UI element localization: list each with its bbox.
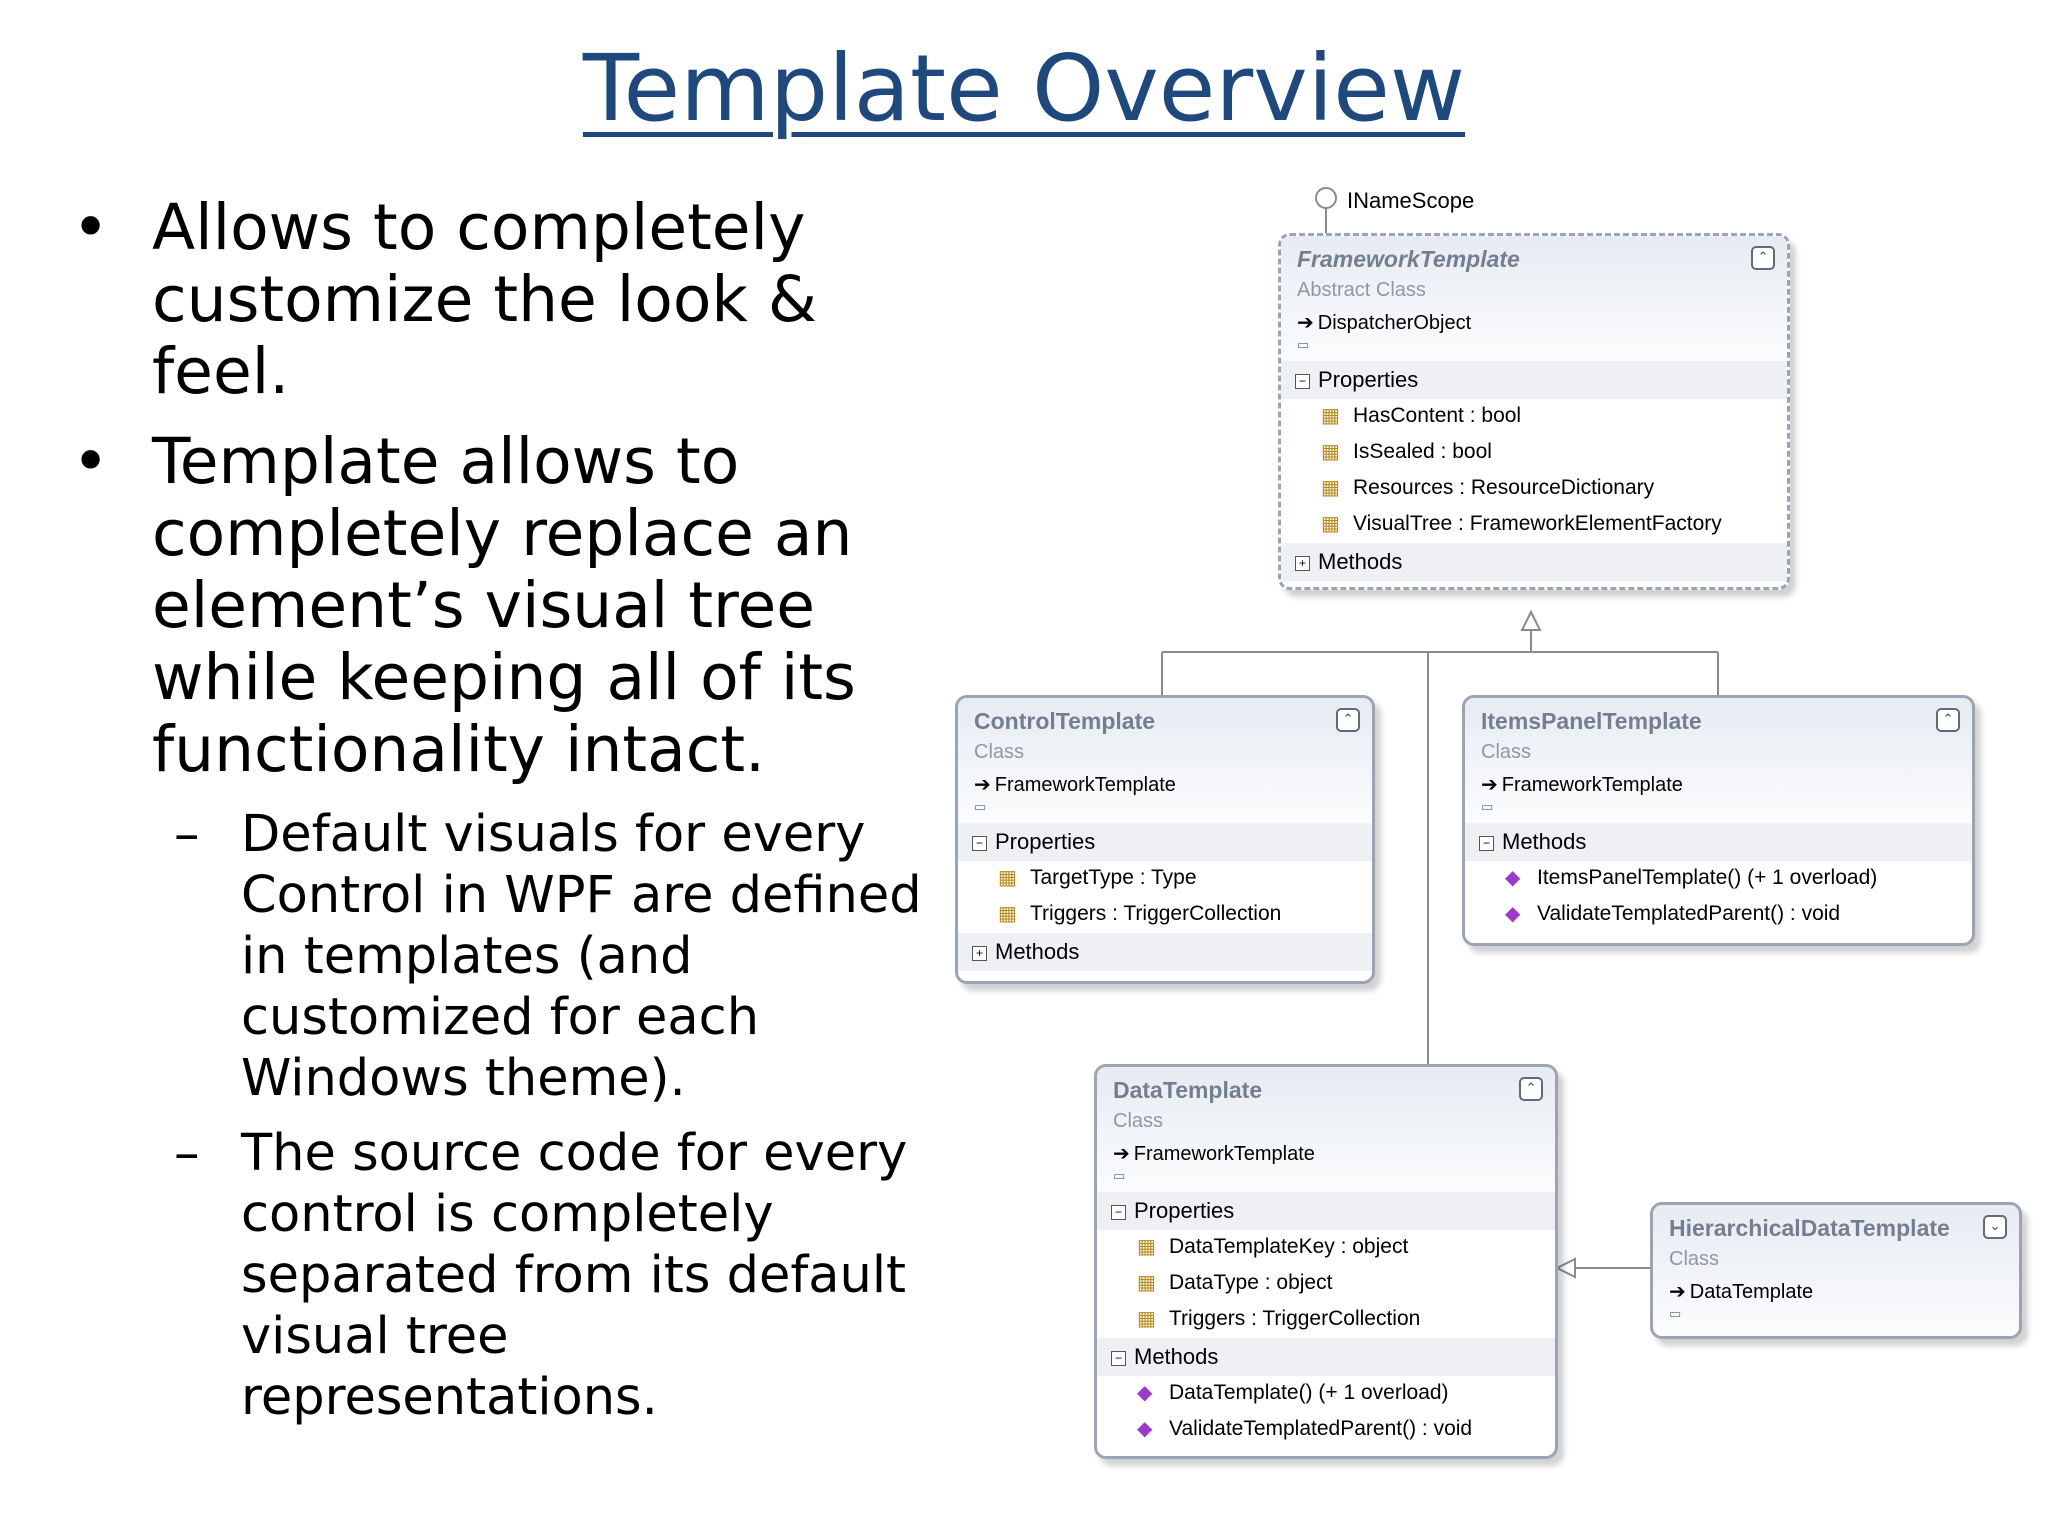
- member-item[interactable]: [958, 897, 1372, 933]
- class-name: ItemsPanelTemplate: [1481, 708, 1702, 734]
- member-text: Resources : ResourceDictionary: [1353, 476, 1655, 499]
- class-items-panel-template[interactable]: [1462, 695, 1975, 946]
- member-text: DataTemplate() (+ 1 overload): [1169, 1381, 1449, 1404]
- member-item[interactable]: [1097, 1302, 1555, 1338]
- slide-title: Template Overview: [582, 35, 1466, 142]
- class-control-template[interactable]: [955, 695, 1375, 984]
- class-header: [1653, 1205, 2019, 1336]
- property-icon: ▦: [1321, 441, 1340, 463]
- member-item[interactable]: [958, 861, 1372, 897]
- class-header: [1281, 236, 1787, 361]
- member-item[interactable]: [1465, 897, 1972, 933]
- section-title: Properties: [1134, 1198, 1235, 1223]
- member-item[interactable]: [1281, 471, 1787, 507]
- member-text: ValidateTemplatedParent() : void: [1537, 902, 1841, 925]
- class-base: [1297, 310, 1773, 335]
- inherit-arrow-icon: ➔: [1481, 774, 1498, 796]
- bullet-marker: •: [72, 191, 110, 264]
- member-text: TargetType : Type: [1030, 866, 1197, 889]
- property-icon: ▦: [1321, 477, 1340, 499]
- base-link-icon: ▭: [1669, 1306, 1682, 1321]
- inherit-arrow-icon: ➔: [974, 774, 991, 796]
- member-text: VisualTree : FrameworkElementFactory: [1353, 512, 1722, 535]
- collapse-section-icon[interactable]: −: [1111, 1205, 1126, 1220]
- base-link-icon: ▭: [1297, 337, 1310, 352]
- member-text: DataType : object: [1169, 1271, 1333, 1294]
- class-base-name: FrameworkTemplate: [1501, 774, 1683, 796]
- class-base-name: FrameworkTemplate: [994, 774, 1176, 796]
- class-base: [974, 772, 1358, 797]
- bullet-text: Allows to completely customize the look & feel.: [152, 191, 818, 408]
- section-properties[interactable]: [1097, 1192, 1555, 1230]
- class-base-name: FrameworkTemplate: [1133, 1143, 1315, 1165]
- collapse-section-icon[interactable]: −: [1295, 374, 1310, 389]
- class-header: [958, 698, 1372, 823]
- section-methods[interactable]: [1465, 823, 1972, 861]
- class-name: ControlTemplate: [974, 708, 1156, 734]
- section-methods[interactable]: [1097, 1338, 1555, 1376]
- collapse-section-icon[interactable]: −: [1111, 1351, 1126, 1366]
- property-icon: ▦: [1321, 513, 1340, 535]
- expand-icon[interactable]: ⌄: [1983, 1215, 2007, 1239]
- section-properties[interactable]: [1281, 361, 1787, 399]
- collapse-section-icon[interactable]: −: [1479, 836, 1494, 851]
- section-title: Methods: [995, 939, 1080, 964]
- class-hierarchical-data-template[interactable]: [1650, 1202, 2022, 1339]
- class-kind: Class: [1113, 1110, 1164, 1132]
- member-item[interactable]: [1097, 1266, 1555, 1302]
- class-base-name: DataTemplate: [1689, 1281, 1814, 1303]
- method-icon: ◆: [1505, 903, 1521, 925]
- method-icon: ◆: [1505, 867, 1521, 889]
- interface-label: INameScope: [1347, 188, 1475, 213]
- collapse-icon[interactable]: ⌃: [1336, 708, 1360, 732]
- class-data-template[interactable]: [1094, 1064, 1558, 1459]
- base-link-icon: ▭: [1481, 799, 1494, 814]
- base-link-icon: ▭: [974, 799, 987, 814]
- property-icon: ▦: [1137, 1236, 1156, 1258]
- section-properties[interactable]: [958, 823, 1372, 861]
- property-icon: ▦: [1137, 1308, 1156, 1330]
- bullet-text: Template allows to completely replace an element’s visual tree while keeping all of its functionality intact.: [152, 425, 856, 786]
- inherit-arrow-icon: ➔: [1669, 1281, 1686, 1303]
- section-title: Properties: [995, 829, 1096, 854]
- property-icon: ▦: [1137, 1272, 1156, 1294]
- collapse-icon[interactable]: ⌃: [1751, 246, 1775, 270]
- collapse-section-icon[interactable]: −: [972, 836, 987, 851]
- section-title: Methods: [1502, 829, 1587, 854]
- class-framework-template[interactable]: [1278, 233, 1790, 590]
- inheritance-arrowhead-icon: [1522, 612, 1540, 630]
- member-text: Triggers : TriggerCollection: [1169, 1307, 1421, 1330]
- inherit-arrow-icon: ➔: [1297, 312, 1314, 334]
- sub-bullet-text: Default visuals for every Control in WPF are defined in templates (and customized for each Windows theme).: [241, 805, 922, 1108]
- member-text: ItemsPanelTemplate() (+ 1 overload): [1537, 866, 1878, 889]
- member-item[interactable]: [1281, 507, 1787, 543]
- member-item[interactable]: [1281, 399, 1787, 435]
- class-base: [1669, 1279, 2005, 1304]
- expand-section-icon[interactable]: +: [972, 946, 987, 961]
- class-header: [1465, 698, 1972, 823]
- collapse-icon[interactable]: ⌃: [1519, 1077, 1543, 1101]
- bullet-marker: •: [72, 425, 110, 498]
- class-name: HierarchicalDataTemplate: [1669, 1215, 1950, 1241]
- property-icon: ▦: [998, 867, 1017, 889]
- member-item[interactable]: [1097, 1230, 1555, 1266]
- interface-lollipop-icon: [1316, 188, 1336, 208]
- section-methods[interactable]: [1281, 543, 1787, 581]
- member-item[interactable]: [1097, 1376, 1555, 1412]
- hierarchical-arrowhead-icon: [1557, 1259, 1575, 1277]
- member-text: HasContent : bool: [1353, 404, 1522, 427]
- class-kind: Abstract Class: [1297, 279, 1426, 301]
- class-base: [1481, 772, 1958, 797]
- inherit-arrow-icon: ➔: [1113, 1143, 1130, 1165]
- member-text: IsSealed : bool: [1353, 440, 1492, 463]
- base-link-icon: ▭: [1113, 1168, 1126, 1183]
- member-item[interactable]: [1281, 435, 1787, 471]
- section-methods[interactable]: [958, 933, 1372, 971]
- method-icon: ◆: [1137, 1382, 1153, 1404]
- collapse-icon[interactable]: ⌃: [1936, 708, 1960, 732]
- member-text: Triggers : TriggerCollection: [1030, 902, 1282, 925]
- section-title: Methods: [1134, 1344, 1219, 1369]
- class-name: FrameworkTemplate: [1297, 246, 1520, 272]
- class-kind: Class: [974, 741, 1025, 763]
- section-title: Properties: [1318, 367, 1419, 392]
- class-name: DataTemplate: [1113, 1077, 1263, 1103]
- class-kind: Class: [1481, 741, 1532, 763]
- class-header: [1097, 1067, 1555, 1192]
- sub-bullet-text: The source code for every control is completely separated from its default visual tree representations.: [241, 1124, 908, 1427]
- dash-marker: –: [174, 1124, 200, 1183]
- member-text: ValidateTemplatedParent() : void: [1169, 1417, 1473, 1440]
- member-item[interactable]: [1465, 861, 1972, 897]
- property-icon: ▦: [998, 903, 1017, 925]
- class-base: [1113, 1141, 1541, 1166]
- expand-section-icon[interactable]: +: [1295, 556, 1310, 571]
- class-kind: Class: [1669, 1248, 1720, 1270]
- section-title: Methods: [1318, 549, 1403, 574]
- member-text: DataTemplateKey : object: [1169, 1235, 1409, 1258]
- class-base-name: DispatcherObject: [1317, 312, 1472, 334]
- member-item[interactable]: [1097, 1412, 1555, 1448]
- method-icon: ◆: [1137, 1418, 1153, 1440]
- property-icon: ▦: [1321, 405, 1340, 427]
- dash-marker: –: [174, 805, 200, 864]
